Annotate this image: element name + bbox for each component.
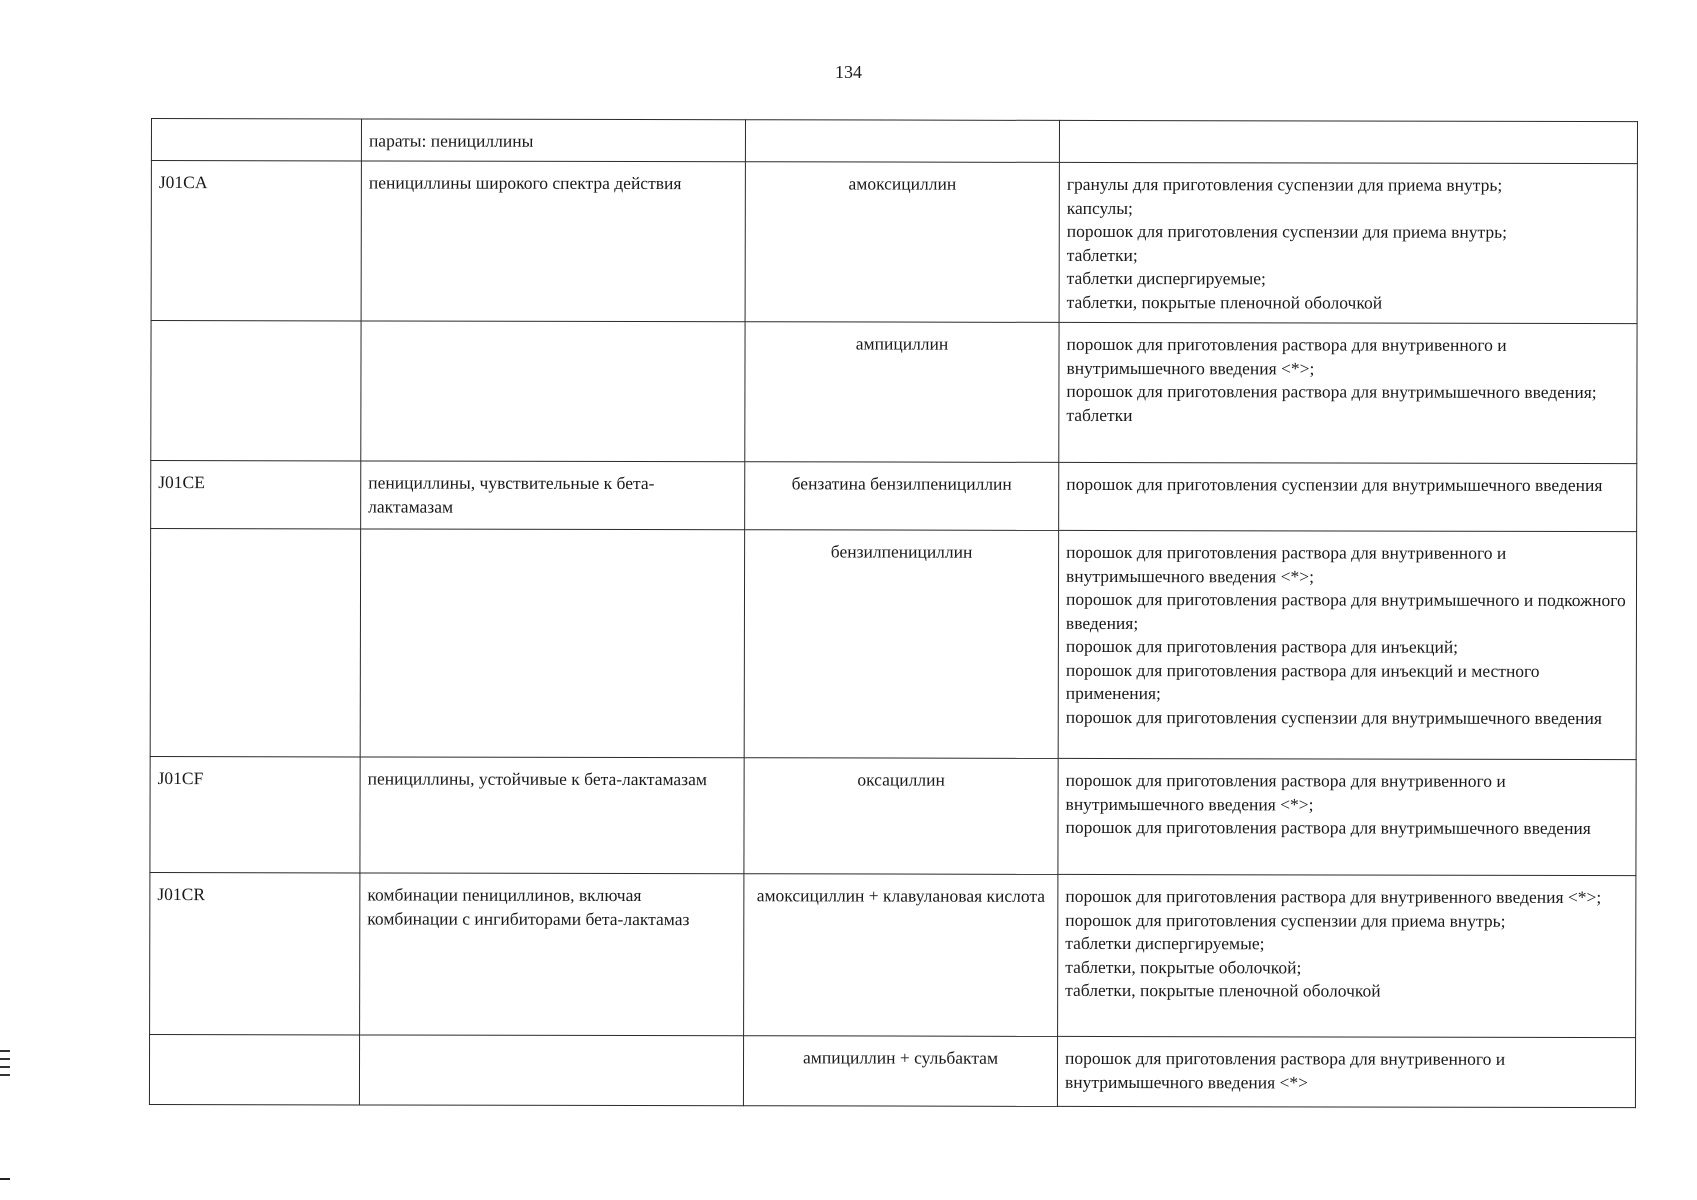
dosage-forms-cell (1058, 874, 1636, 1037)
drug-name-cell: бензилпенициллин (744, 530, 1058, 759)
pharmacological-group-cell: комбинации пенициллинов, включая комбинации с ингибиторами бета-лактамаз (360, 873, 744, 1036)
margin-tick (0, 1066, 10, 1068)
pharmacological-group-cell: пенициллины широкого спектра действия (361, 161, 745, 322)
pharmacological-group-cell (359, 1035, 743, 1106)
drug-name-cell: амоксициллин (745, 162, 1059, 323)
dosage-forms-cell (1057, 1036, 1635, 1107)
drug-name-cell: ампициллин + сульбактам (743, 1036, 1057, 1107)
atc-code-cell: J01CF (150, 756, 360, 872)
page-number: 134 (835, 62, 862, 82)
dosage-form-item: порошок для приготовления раствора для внутривенного введения <*>; (1065, 885, 1602, 908)
atc-code-cell (151, 119, 361, 161)
pharmacological-group-cell (361, 321, 745, 462)
drug-name-cell: ампициллин (745, 322, 1059, 463)
dosage-form-item: порошок для приготовления раствора для внутривенного и внутримышечного введения <*>; (1065, 769, 1506, 814)
dosage-form-item: порошок для приготовления суспензии для приема внутрь; (1065, 909, 1506, 931)
atc-code-cell (151, 321, 361, 461)
dosage-form-item: таблетки диспергируемые; (1066, 267, 1266, 289)
dosage-form-item: таблетки диспергируемые; (1065, 932, 1265, 954)
pharmacological-group-cell: параты: пенициллины (361, 119, 745, 162)
dosage-form-item: порошок для приготовления раствора для внутримышечного введения; (1066, 380, 1597, 403)
dosage-forms-cell (1059, 322, 1637, 463)
atc-code-cell: J01CE (151, 461, 361, 529)
scan-margin-marks (0, 1050, 12, 1082)
table-row (150, 529, 1636, 760)
drug-name-cell: оксациллин (744, 758, 1058, 875)
margin-tick (0, 1050, 10, 1052)
table-row (151, 461, 1637, 532)
dosage-form-item: порошок для приготовления раствора для внутримышечного и подкожного введения; (1065, 588, 1626, 633)
dosage-forms-cell (1059, 462, 1637, 531)
drug-name-cell: бензатина бензилпенициллин (745, 462, 1059, 531)
drug-name-cell (745, 120, 1059, 163)
dosage-form-item: таблетки (1066, 404, 1133, 425)
dosage-form-item: таблетки; (1066, 244, 1138, 265)
drug-list-table (149, 118, 1638, 1108)
dosage-form-item: порошок для приготовления суспензии для внутримышечного введения (1066, 473, 1603, 496)
dosage-form-item: таблетки, покрытые пленочной оболочкой (1066, 291, 1383, 313)
table-row (151, 119, 1637, 164)
dosage-forms-cell (1058, 530, 1636, 759)
margin-tick (0, 1074, 10, 1076)
dosage-form-item: таблетки, покрытые оболочкой; (1065, 956, 1302, 977)
dosage-form-item: порошок для приготовления раствора для инъекций; (1065, 635, 1459, 657)
atc-code-cell (149, 1034, 359, 1104)
dosage-form-item: таблетки, покрытые пленочной оболочкой (1065, 979, 1381, 1001)
dosage-form-item: порошок для приготовления раствора для внутримышечного введения (1065, 816, 1591, 839)
dosage-form-item: порошок для приготовления суспензии для приема внутрь; (1066, 220, 1507, 242)
table-row (150, 756, 1636, 875)
table-row (151, 161, 1637, 324)
dosage-form-item: гранулы для приготовления суспензии для приема внутрь; (1066, 173, 1503, 195)
dosage-form-item: порошок для приготовления раствора для внутривенного и внутримышечного введения <*>; (1066, 541, 1507, 586)
dosage-form-item: порошок для приготовления раствора для внутривенного и внутримышечного введения <*> (1064, 1047, 1506, 1092)
drug-name-cell: амоксициллин + клавулановая кислота (744, 874, 1058, 1037)
dosage-forms-cell (1059, 120, 1637, 163)
dosage-form-item: капсулы; (1066, 197, 1133, 218)
pharmacological-group-cell: пенициллины, чувствительные к бета-лактамазам (361, 461, 745, 530)
margin-tick (0, 1058, 10, 1060)
atc-code-cell: J01CR (150, 872, 360, 1034)
dosage-forms-cell (1059, 162, 1637, 323)
scan-edge-mark (0, 1178, 10, 1180)
pharmacological-group-cell: пенициллины, устойчивые к бета-лактамазам (360, 757, 744, 874)
table-row (150, 872, 1636, 1037)
dosage-forms-cell (1058, 758, 1636, 875)
atc-code-cell: J01CA (151, 161, 361, 321)
dosage-form-item: порошок для приготовления суспензии для внутримышечного введения (1065, 706, 1602, 728)
table-row (149, 1034, 1635, 1107)
dosage-form-item: порошок для приготовления раствора для инъекций и местного применения; (1065, 659, 1540, 704)
pharmacological-group-cell (360, 529, 744, 758)
dosage-form-item: порошок для приготовления раствора для внутривенного и внутримышечного введения <*>; (1066, 333, 1507, 378)
table-row (151, 321, 1637, 464)
atc-code-cell (150, 529, 360, 757)
